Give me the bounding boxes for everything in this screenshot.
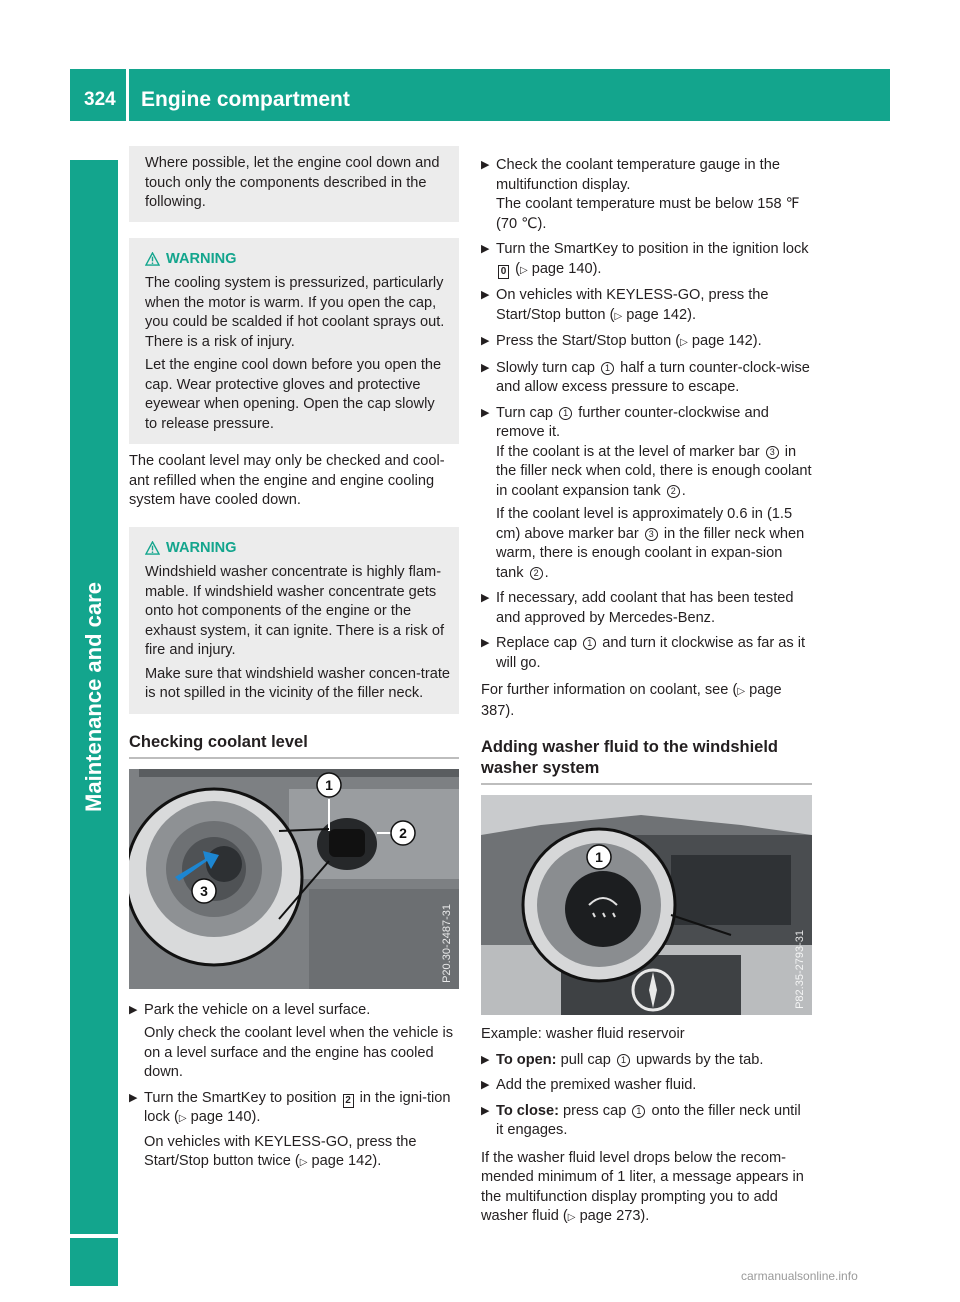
step-arrow-icon: ▶	[481, 159, 490, 171]
side-tab-label: Maintenance and care	[81, 582, 106, 812]
page-reference-link[interactable]: page 142).	[626, 306, 697, 323]
figure-marker-1: 1	[595, 849, 603, 865]
warning-triangle-icon	[145, 252, 160, 266]
heading-checking-coolant: Checking coolant level	[129, 732, 459, 759]
section-title: Engine compartment	[141, 88, 350, 111]
coolant-figure	[129, 769, 459, 989]
step-park	[129, 1001, 459, 1083]
washer-fluid-info: If the washer fluid level drops below the recom-mended minimum of 1 liter, a message appears in the multifunction display prompting you to add washer fluid (▷ page 273).	[481, 1149, 804, 1224]
marker-2: 2	[667, 485, 680, 498]
step-text: Add the premixed washer fluid.	[496, 1077, 697, 1093]
step-arrow-icon: ▶	[481, 243, 490, 255]
key-position-0: 0	[498, 265, 509, 279]
marker-2: 2	[530, 567, 543, 580]
step-check-gauge	[481, 156, 812, 234]
step-text: To close: press cap 1 onto the filler neck until it engages.	[496, 1102, 801, 1138]
step-arrow-icon: ▶	[481, 637, 490, 649]
body-paragraph: The coolant level may only be checked and cool-ant refilled when the engine and engine cooling system have cooled down.	[129, 453, 445, 508]
step-text: Replace cap 1 and turn it clockwise as far as it will go.	[496, 635, 806, 671]
step-turn-cap-slowly	[481, 359, 812, 398]
step-arrow-icon: ▶	[481, 1104, 490, 1117]
step-add-coolant	[481, 589, 812, 628]
warning-box-washer	[129, 527, 459, 714]
step-note: The coolant temperature must be below 158 ℉ (70 ℃).	[496, 196, 800, 232]
step-keyless-go	[481, 286, 812, 326]
marker-1: 1	[601, 362, 614, 375]
step-text: Check the coolant temperature gauge in the multifunction display.	[496, 157, 780, 193]
intro-note-text: Where possible, let the engine cool down and touch only the components described in the following.	[145, 155, 440, 210]
warning-heading	[145, 539, 450, 559]
step-text: Turn the SmartKey to position in the ignition lock 0 (▷ page 140).	[496, 241, 809, 277]
step-arrow-icon: ▶	[481, 1079, 490, 1091]
figure-marker-1: 1	[325, 776, 333, 793]
page-ref-triangle-icon: ▷	[614, 310, 623, 322]
step-close-cap	[481, 1102, 812, 1141]
step-arrow-icon: ▶	[129, 1091, 138, 1104]
page-ref-triangle-icon: ▷	[567, 1212, 576, 1223]
warning-box-cooling	[129, 238, 459, 445]
step-arrow-icon: ▶	[481, 1053, 490, 1066]
intro-note	[129, 146, 459, 222]
page-reference-link[interactable]: page 142).	[311, 1153, 382, 1169]
figure-marker-3: 3	[200, 882, 208, 899]
step-text: To open: pull cap 1 upwards by the tab.	[496, 1051, 764, 1068]
step-note: If the coolant is at the level of marker bar 3 in the filler neck when cold, there is enough coolant in coolant expansion tank 2 .	[496, 443, 812, 499]
warning-label: WARNING	[166, 250, 237, 267]
heading-washer-fluid: Adding washer fluid to the windshield washer system	[481, 737, 812, 785]
step-text: If necessary, add coolant that has been tested and approved by Mercedes-Benz.	[496, 590, 794, 626]
footer-watermark: carmanualsonline.info	[741, 1269, 858, 1283]
step-arrow-icon: ▶	[481, 289, 490, 301]
warning-heading	[145, 250, 450, 270]
figure-code: P82.35-2793-31	[793, 930, 806, 1009]
page-reference-link[interactable]: page 140).	[531, 260, 602, 277]
warning-text: Windshield washer concentrate is highly flam-mable. If windshield washer concentrate gets onto hot components of the engine or the exhaust system, it can ignite. There is a risk of fire and injury.	[145, 564, 445, 658]
marker-1: 1	[632, 1105, 645, 1118]
page-ref-triangle-icon: ▷	[519, 264, 528, 276]
step-text: Turn cap 1 further counter-clockwise and remove it.	[496, 404, 769, 440]
marker-1: 1	[617, 1054, 630, 1067]
page-reference-link[interactable]: page 273).	[579, 1208, 650, 1224]
step-smartkey-0	[481, 240, 812, 280]
step-arrow-icon: ▶	[481, 592, 490, 604]
coolant-illustration	[129, 769, 459, 989]
marker-3: 3	[766, 446, 779, 459]
washer-figure	[481, 795, 812, 1015]
marker-1: 1	[559, 407, 572, 420]
figure-code: P20.30-2487-31	[440, 903, 453, 983]
key-position-2: 2	[343, 1094, 354, 1108]
page-reference-link[interactable]: page 140).	[190, 1109, 261, 1125]
warning-triangle-icon	[145, 541, 160, 555]
right-column	[481, 152, 812, 1228]
page-ref-triangle-icon: ▷	[299, 1157, 308, 1168]
step-text: Press the Start/Stop button (▷ page 142).	[496, 333, 762, 349]
washer-illustration	[481, 795, 812, 1015]
page-ref-triangle-icon: ▷	[178, 1113, 187, 1124]
step-text: Turn the SmartKey to position 2 in the igni-tion lock (▷ page 140).	[144, 1089, 451, 1125]
page-reference-link[interactable]: page 142).	[691, 333, 762, 349]
left-column	[129, 146, 459, 1173]
step-start-stop	[481, 332, 812, 353]
step-add-washer-fluid	[481, 1076, 812, 1096]
step-replace-cap	[481, 634, 812, 673]
warning-text: The cooling system is pressurized, particularly when the motor is warm. If you open the cap, you could be scalded if hot coolant sprays out. There is a risk of injury.	[145, 275, 445, 350]
figure-marker-2: 2	[399, 824, 407, 841]
figure-caption: Example: washer fluid reservoir	[481, 1026, 685, 1042]
step-arrow-icon: ▶	[481, 361, 490, 374]
warning-label: WARNING	[166, 539, 237, 556]
step-arrow-icon: ▶	[481, 406, 490, 419]
marker-1: 1	[583, 637, 596, 650]
side-tab-marker	[70, 1238, 118, 1286]
step-note: Only check the coolant level when the vehicle is on a level surface and the engine has cooled down.	[144, 1025, 454, 1080]
marker-3: 3	[645, 528, 658, 541]
step-remove-cap	[481, 404, 812, 584]
page-number: 324	[84, 89, 116, 110]
step-arrow-icon: ▶	[129, 1003, 138, 1016]
step-note: On vehicles with KEYLESS-GO, press the Start/Stop button twice (▷ page 142).	[144, 1133, 417, 1169]
step-text: On vehicles with KEYLESS-GO, press the Start/Stop button (▷ page 142).	[496, 287, 769, 323]
step-arrow-icon: ▶	[481, 335, 490, 347]
page-reference-link[interactable]: page 387).	[481, 682, 782, 719]
page-ref-triangle-icon: ▷	[680, 337, 688, 348]
header-divider	[126, 69, 129, 121]
step-text: Slowly turn cap 1 half a turn counter-clock-wise and allow excess pressure to escape.	[496, 359, 810, 395]
page-ref-triangle-icon: ▷	[737, 686, 746, 697]
warning-text: Let the engine cool down before you open the cap. Wear protective gloves and protective eyewear when opening. Open the cap slowly to release pressure.	[145, 357, 442, 432]
warning-text: Make sure that windshield washer concen-trate is not spilled in the vicinity of the filler neck.	[145, 665, 451, 701]
step-note: If the coolant level is approximately 0.6 in (1.5 cm) above marker bar 3 in the filler neck when warm, there is enough coolant in expan-sion tank 2 .	[496, 506, 805, 581]
step-smartkey	[129, 1089, 459, 1173]
further-info: For further information on coolant, see (▷ page 387).	[481, 682, 782, 719]
step-text: Park the vehicle on a level surface.	[144, 1001, 371, 1018]
step-open-cap	[481, 1051, 812, 1071]
